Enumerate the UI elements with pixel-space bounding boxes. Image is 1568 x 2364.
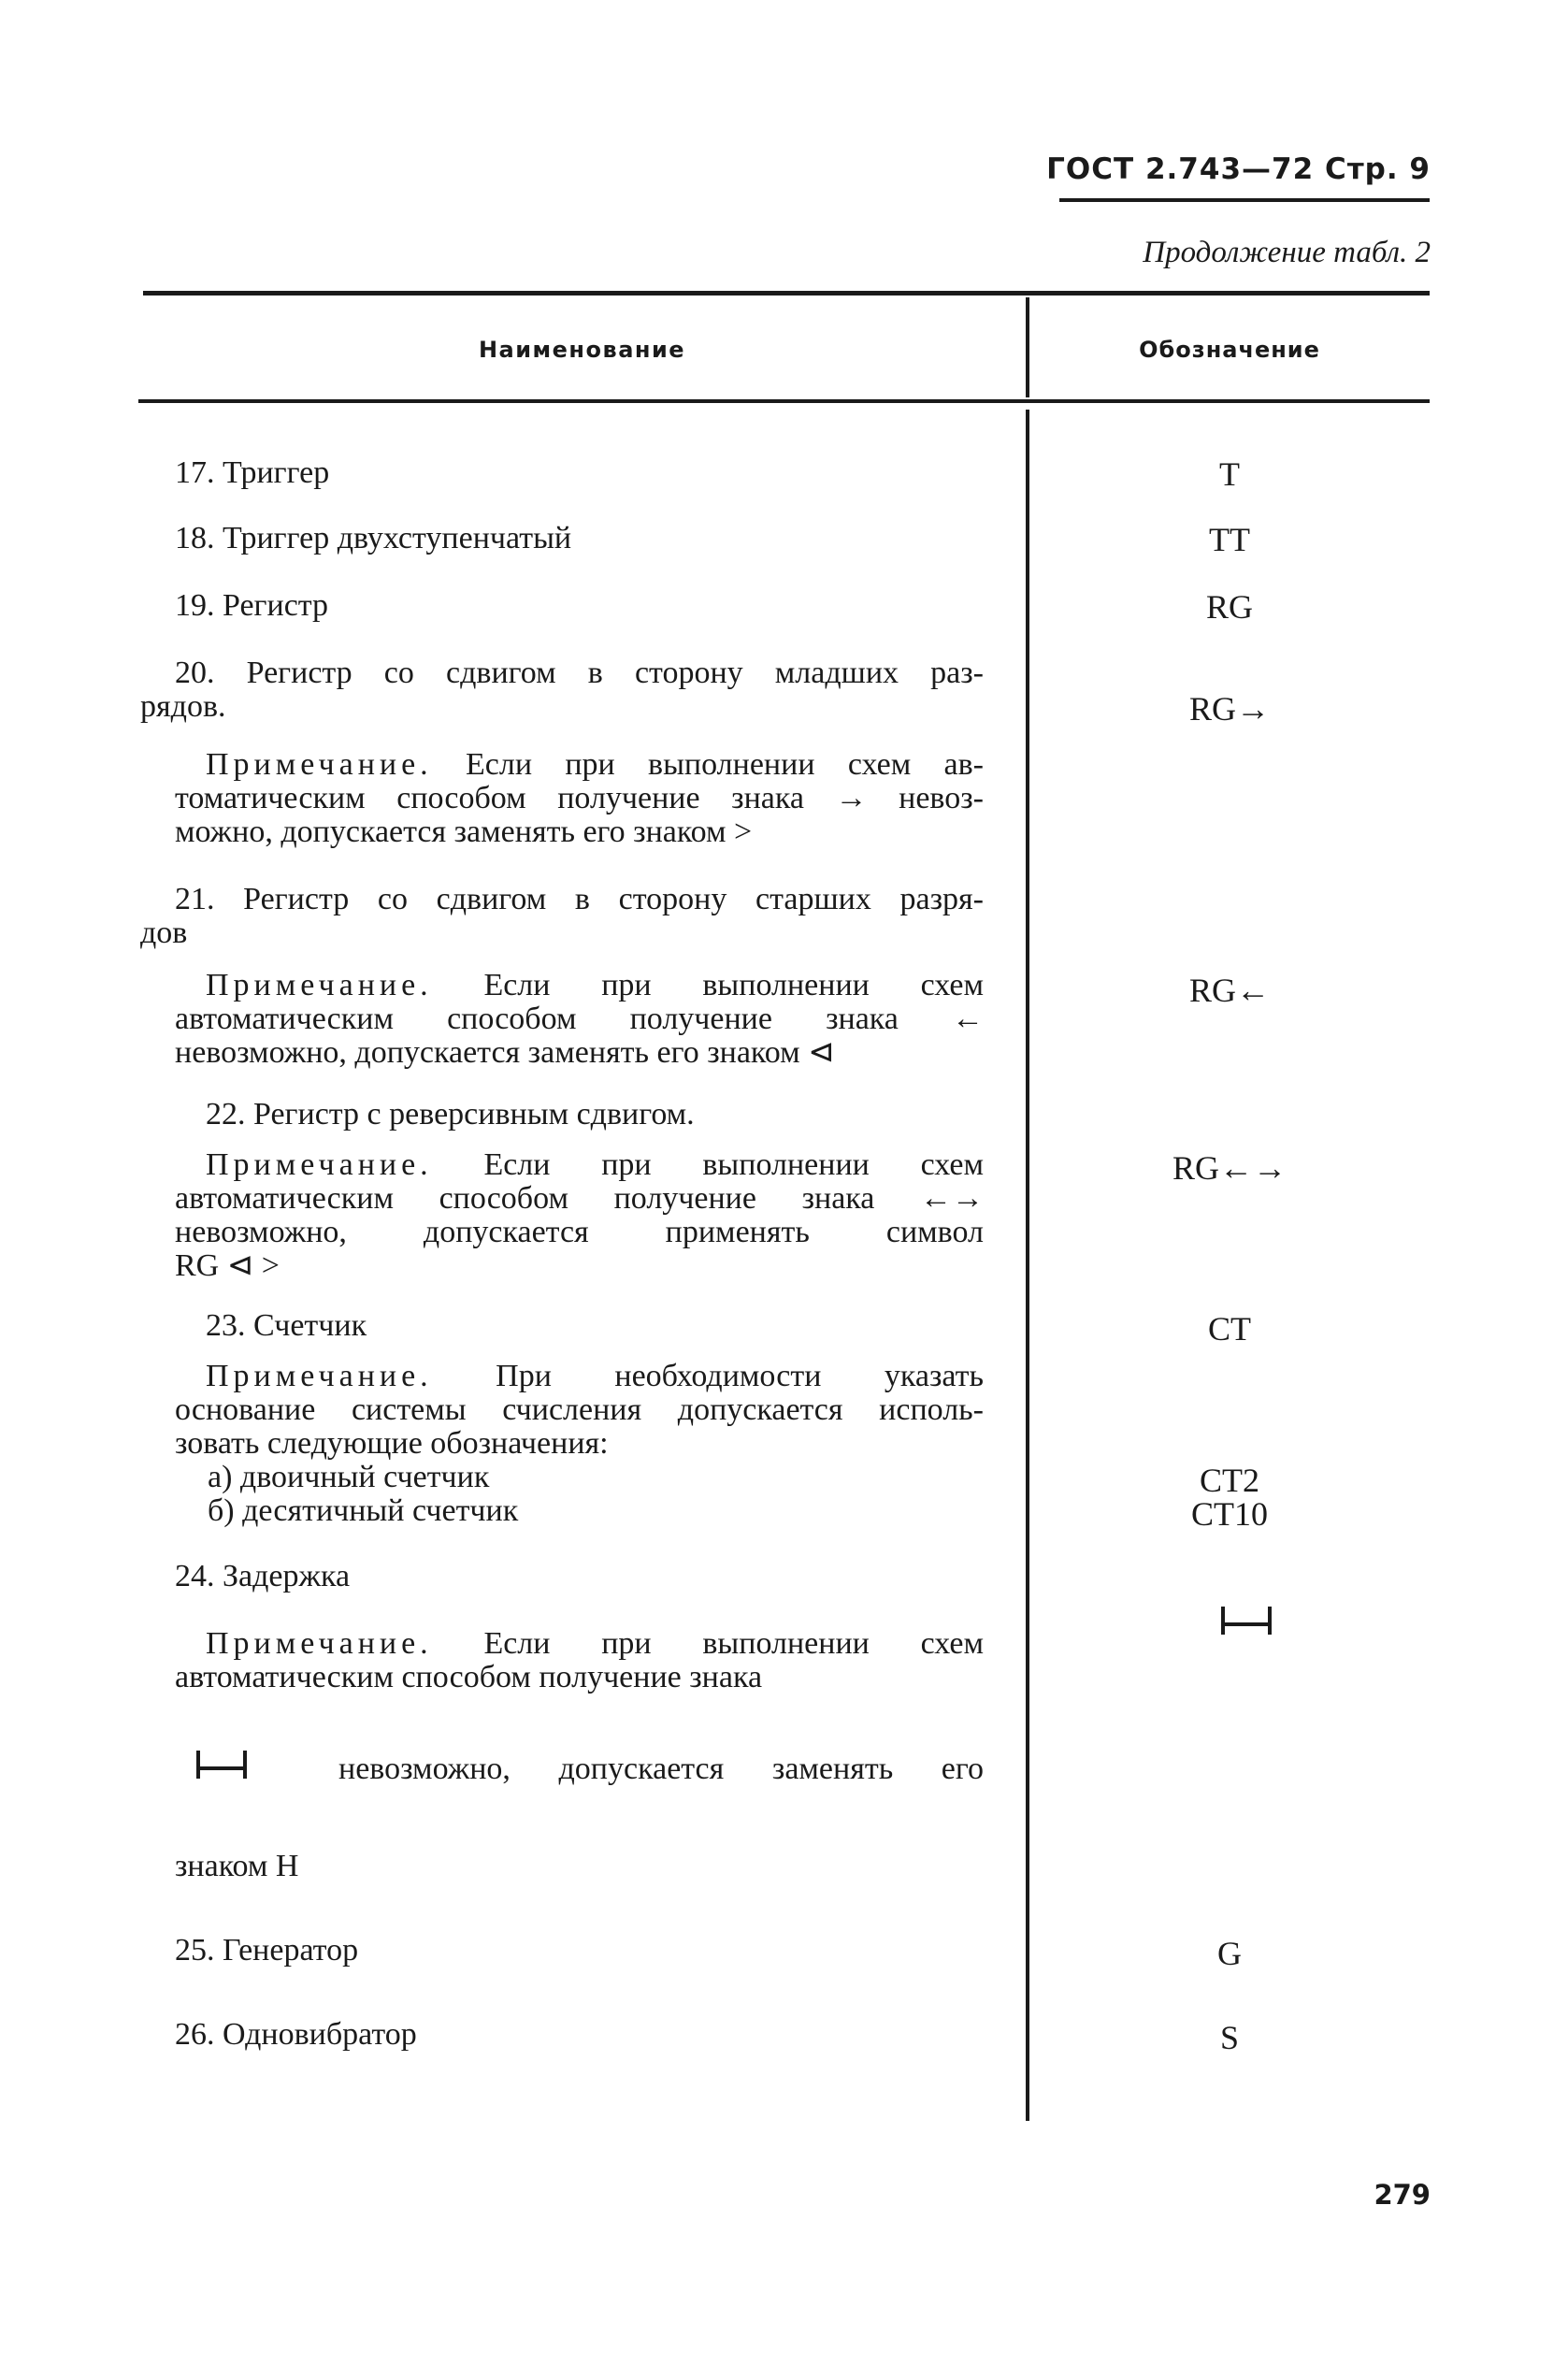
- row-25-symbol: G: [1217, 1935, 1242, 1972]
- row-23-note-line-3: зовать следующие обозначения:: [175, 1426, 609, 1461]
- row-20-note-line-3: можно, допускается заменять его знаком >: [175, 814, 753, 849]
- row-22-note-line-2: автоматическим способом получение знака ←→: [175, 1181, 984, 1216]
- row-25-name: 25. Генератор: [175, 1933, 359, 1968]
- row-18-name: 18. Триггер двухступенчатый: [175, 521, 572, 555]
- row-23-symbol: СТ: [1207, 1310, 1251, 1348]
- row-26-symbol: S: [1219, 2019, 1240, 2056]
- row-22-symbol: RG←→: [1172, 1149, 1287, 1187]
- note-lead-word: Примечание.: [206, 968, 433, 1002]
- row-22-name: 22. Регистр с реверсивным сдвигом.: [206, 1097, 695, 1132]
- row-17-name: 17. Триггер: [175, 455, 330, 490]
- row-18-symbol: ТТ: [1209, 521, 1250, 558]
- row-23-symbol-a: СТ2: [1199, 1462, 1259, 1499]
- row-24-name: 24. Задержка: [175, 1559, 351, 1593]
- row-22-note-line-3: невозможно, допускается применять символ: [175, 1215, 984, 1249]
- row-20-name-line-2: рядов.: [140, 689, 226, 724]
- row-21-symbol: RG←: [1188, 972, 1270, 1009]
- row-24-note-line-3: невозможно, допускается заменять его: [338, 1751, 984, 1786]
- row-26-name: 26. Одновибратор: [175, 2017, 417, 2052]
- note-lead-word: Примечание.: [206, 1359, 433, 1393]
- row-21-name-line-2: дов: [140, 915, 188, 950]
- table-continuation-caption: Продолжение табл. 2: [1143, 236, 1431, 269]
- table-header-rule: [138, 399, 1430, 403]
- note-lead-word: Примечание.: [206, 1147, 433, 1182]
- row-23-note-line-2: основание системы счисления допускается исполь-: [175, 1392, 984, 1427]
- standard-header: ГОСТ 2.743—72 Стр. 9: [1046, 152, 1431, 186]
- table-top-rule: [143, 291, 1430, 296]
- row-20-name-line-1: 20. Регистр со сдвигом в сторону младших раз-: [175, 656, 984, 690]
- header-rule: [1059, 198, 1430, 202]
- row-21-name-line-1: 21. Регистр со сдвигом в сторону старших разря-: [175, 882, 984, 916]
- table-column-divider: [1026, 410, 1029, 2121]
- column-header-name: Наименование: [478, 337, 686, 363]
- row-21-note-line-3: невозможно, допускается заменять его знаком ⊲: [175, 1035, 835, 1070]
- page-number: 279: [1374, 2179, 1431, 2211]
- row-24-note-line-2: автоматическим способом получение знака: [175, 1660, 763, 1694]
- row-20-symbol: RG→: [1188, 690, 1270, 728]
- row-23-name: 23. Счетчик: [206, 1308, 367, 1343]
- note-lead-word: Примечание.: [206, 1626, 433, 1661]
- row-23-item-b: б) десятичный счетчик: [208, 1493, 519, 1528]
- row-19-name: 19. Регистр: [175, 588, 329, 623]
- row-17-symbol: Т: [1219, 455, 1240, 493]
- row-19-symbol: RG: [1205, 588, 1253, 626]
- row-22-note-line-1: Примечание. Если при выполнении схем: [206, 1147, 984, 1182]
- row-22-note-line-4: RG ⊲ >: [175, 1248, 280, 1283]
- row-21-note-line-1: Примечание. Если при выполнении схем: [206, 968, 984, 1002]
- row-24-symbol-delay-icon: [1221, 1607, 1272, 1635]
- row-23-note-line-1: Примечание. При необходимости указать: [206, 1359, 984, 1393]
- row-24-inline-delay-icon: [196, 1751, 247, 1779]
- column-header-symbol: Обозначение: [1139, 337, 1320, 363]
- row-20-note-line-1: Примечание. Если при выполнении схем ав-: [206, 747, 984, 782]
- row-24-note-line-1: Примечание. Если при выполнении схем: [206, 1626, 984, 1661]
- row-20-note-line-2: томатическим способом получение знака → невоз-: [175, 781, 984, 815]
- note-lead-word: Примечание.: [206, 747, 433, 782]
- row-21-note-line-2: автоматическим способом получение знака ←: [175, 1002, 984, 1036]
- row-23-item-a: а) двоичный счетчик: [208, 1460, 490, 1494]
- row-23-symbol-b: СТ10: [1190, 1495, 1268, 1533]
- row-24-note-line-4: знаком Н: [175, 1849, 299, 1883]
